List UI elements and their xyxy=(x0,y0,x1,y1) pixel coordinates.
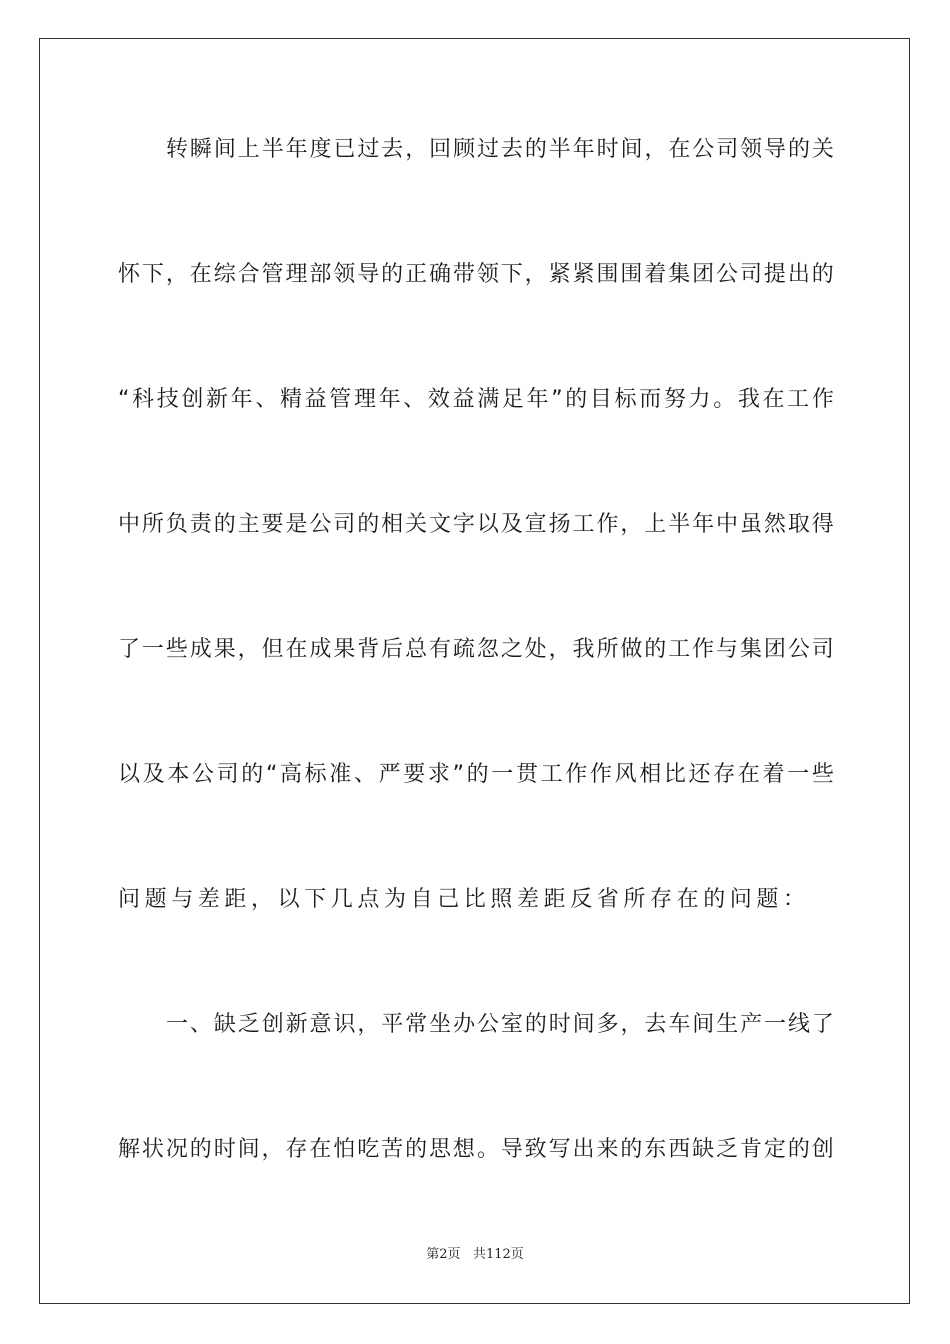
paragraph-line-8: 一 、 缺 乏 创 新 意 识 ， 平 常 坐 办 公 室 的 时 间 多 ， 去 车 间 生 产 一 线 了 xyxy=(166,1012,834,1037)
paragraph-line-1: 转 瞬 间 上 半 年 度 已 过 去 ， 回 顾 过 去 的 半 年 时 间 ， 在 公 司 领 导 的 关 xyxy=(166,137,834,162)
page-footer xyxy=(0,1243,950,1262)
page-number: 2 xyxy=(439,1247,448,1262)
paragraph-line-4: 中 所 负 责 的 主 要 是 公 司 的 相 关 文 字 以 及 宣 扬 工 作 ， 上 半 年 中 虽 然 取 得 xyxy=(118,512,834,537)
paragraph-line-7: 问题与差距，以下几点为自己比照差距反省所存在的问题： xyxy=(118,887,810,912)
paragraph-line-2: 怀 下 ， 在 综 合 管 理 部 领 导 的 正 确 带 领 下 ， 紧 紧 围 围 着 集 团 公 司 提 出 的 xyxy=(118,262,834,287)
paragraph-line-9: 解 状 况 的 时 间 ， 存 在 怕 吃 苦 的 思 想 。 导 致 写 出 来 的 东 西 缺 乏 肯 定 的 创 xyxy=(118,1137,834,1162)
total-prefix: 共 xyxy=(472,1247,486,1262)
paragraph-line-3: “ 科 技 创 新 年 、 精 益 管 理 年 、 效 益 满 足 年 ” 的 目 标 而 努 力 。 我 在 工 作 xyxy=(118,387,834,412)
page-border xyxy=(39,38,910,1304)
total-suffix: 页 xyxy=(510,1247,524,1262)
paragraph-line-5: 了 一 些 成 果 ， 但 在 成 果 背 后 总 有 疏 忽 之 处 ， 我 所 做 的 工 作 与 集 团 公 司 xyxy=(118,637,834,662)
paragraph-line-6: 以 及 本 公 司 的 “ 高 标 准 、 严 要 求 ” 的 一 贯 工 作 作 风 相 比 还 存 在 着 一 些 xyxy=(118,762,834,787)
total-pages: 112 xyxy=(485,1247,511,1262)
page-prefix: 第 xyxy=(426,1247,440,1262)
page-suffix: 页 xyxy=(447,1247,461,1262)
